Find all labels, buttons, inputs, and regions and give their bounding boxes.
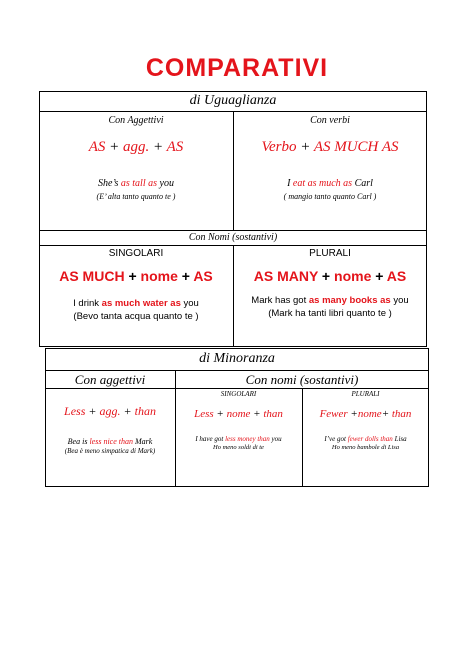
ug-agg-translation: (E’ alta tanto quanto te ) bbox=[96, 192, 176, 201]
min-sing-formula: Less + nome + than bbox=[194, 408, 283, 420]
minoranza-header: di Minoranza bbox=[199, 351, 275, 366]
ug-plur-example: Mark has got as many books as you bbox=[251, 295, 409, 306]
ug-agg-formula: AS + agg. + AS bbox=[88, 139, 184, 155]
uguaglianza-header: di Uguaglianza bbox=[189, 93, 277, 108]
ug-plur-formula: AS MANY + nome + AS bbox=[253, 268, 407, 284]
ug-sing-formula: AS MUCH + nome + AS bbox=[59, 268, 213, 284]
min-agg-formula: Less + agg. + than bbox=[64, 404, 156, 418]
min-plur-header: PLURALI bbox=[351, 390, 380, 398]
min-agg-example: Bea is less nice than Mark bbox=[67, 437, 153, 446]
ug-verbi-label: Con verbi bbox=[310, 115, 350, 126]
ug-sing-example: I drink as much water as you bbox=[73, 298, 199, 309]
min-plur-formula: Fewer +nome+ than bbox=[319, 408, 412, 420]
ug-verbi-formula: Verbo + AS MUCH AS bbox=[261, 139, 399, 155]
min-agg-translation: (Bea è meno simpatica di Mark) bbox=[64, 447, 156, 455]
ug-agg-label: Con Aggettivi bbox=[108, 115, 164, 126]
ug-agg-example: She’s as tall as you bbox=[98, 178, 174, 189]
ug-verbi-translation: ( mangio tanto quanto Carl ) bbox=[283, 192, 377, 201]
ug-plur-header: PLURALI bbox=[309, 248, 351, 259]
min-sing-header: SINGOLARI bbox=[220, 390, 257, 398]
divider bbox=[233, 111, 234, 230]
min-sing-translation: Ho meno soldi di te bbox=[213, 444, 264, 451]
divider bbox=[39, 230, 427, 231]
divider bbox=[45, 370, 429, 371]
min-sing-example: I have got less money than you bbox=[195, 435, 282, 443]
divider bbox=[45, 388, 429, 389]
min-nomi-label: Con nomi (sostantivi) bbox=[245, 372, 359, 387]
ug-verbi-example: I eat as much as Carl bbox=[287, 178, 373, 189]
ug-sing-translation: (Bevo tanta acqua quanto te ) bbox=[73, 311, 199, 322]
page-title: COMPARATIVI bbox=[145, 54, 329, 82]
ug-plur-translation: (Mark ha tanti libri quanto te ) bbox=[268, 308, 392, 319]
ug-nomi-label: Con Nomi (sostantivi) bbox=[188, 232, 278, 243]
ug-sing-header: SINGOLARI bbox=[108, 248, 164, 259]
min-plur-translation: Ho meno bambole di Lisa bbox=[331, 444, 400, 451]
min-agg-label: Con aggettivi bbox=[74, 372, 146, 387]
min-plur-example: I’ve got fewer dolls than Lisa bbox=[324, 435, 407, 443]
